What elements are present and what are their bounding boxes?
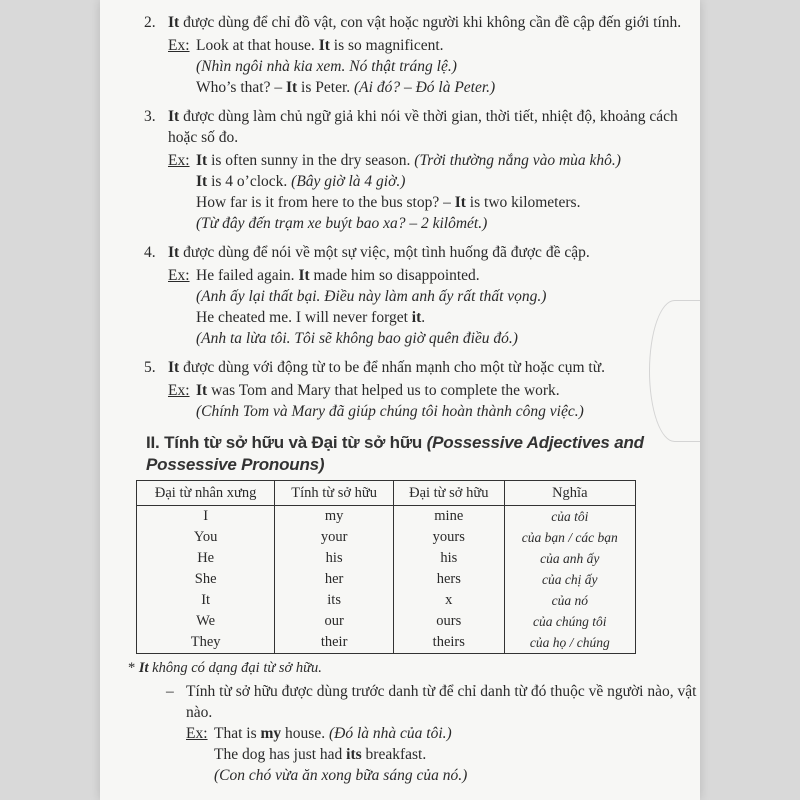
rule-item-4: 4. It được dùng để nói về một sự việc, một tình huống đã được đề cập. Ex: He failed again. It made him so disappointed. (Anh ấy lại thất bại. Điều này làm anh ấy rất thất vọng.) He cheated me. I will never forget it. (Anh ta lừa tôi. Tôi sẽ không bao giờ quên điều đó.): [128, 242, 700, 349]
table-header-cell: Tính từ sở hữu: [275, 481, 394, 506]
table-cell: my: [275, 506, 394, 528]
example-line: Who’s that? – It is Peter. (Ai đó? – Đó là Peter.): [196, 79, 496, 96]
table-cell: của họ / chúng: [504, 632, 635, 654]
pronoun-table: [136, 480, 636, 654]
table-cell: của tôi: [504, 506, 635, 528]
table-cell: It: [137, 590, 275, 611]
example-line: Ex: It was Tom and Mary that helped us to complete the work.: [168, 382, 560, 399]
table-cell: We: [137, 611, 275, 632]
example-line: Ex: That is my house. (Đó là nhà của tôi.): [186, 725, 452, 742]
example-line: How far is it from here to the bus stop? – It is two kilometers.: [196, 194, 581, 211]
table-cell: của chúng tôi: [504, 611, 635, 632]
table-cell: theirs: [393, 632, 504, 654]
table-cell: He: [137, 548, 275, 569]
table-cell: our: [275, 611, 394, 632]
example-translation: (Nhìn ngôi nhà kia xem. Nó thật tráng lệ.): [196, 58, 457, 75]
table-row: [137, 506, 636, 528]
table-header-cell: Đại từ sở hữu: [393, 481, 504, 506]
usage-bullet: – Tính từ sở hữu được dùng trước danh từ để chỉ danh từ đó thuộc về người nào, vật nào.: [166, 683, 697, 721]
item-number: 3.: [144, 108, 156, 125]
table-row: [137, 527, 636, 548]
table-cell: They: [137, 632, 275, 654]
example-translation: (Chính Tom và Mary đã giúp chúng tôi hoàn thành công việc.): [196, 403, 584, 420]
table-cell: your: [275, 527, 394, 548]
table-footnote: * It không có dạng đại từ sở hữu.: [128, 660, 322, 676]
example-translation: (Anh ta lừa tôi. Tôi sẽ không bao giờ quên điều đó.): [196, 330, 518, 347]
table-cell: của bạn / các bạn: [504, 527, 635, 548]
example-block: [128, 723, 700, 786]
table-cell: hers: [393, 569, 504, 590]
example-line: He cheated me. I will never forget it.: [196, 309, 426, 326]
example-block: [168, 265, 700, 349]
example-translation: (Anh ấy lại thất bại. Điều này làm anh ấy rất thất vọng.): [196, 288, 547, 305]
example-line: Ex: It is often sunny in the dry season. (Trời thường nắng vào mùa khô.): [168, 152, 621, 169]
example-line: The dog has just had its breakfast.: [214, 746, 427, 763]
table-cell: của anh ấy: [504, 548, 635, 569]
book-page: [100, 0, 700, 800]
table-row: [137, 632, 636, 654]
table-header-cell: Nghĩa: [504, 481, 635, 506]
table-header-cell: Đại từ nhân xưng: [137, 481, 275, 506]
example-block: [168, 380, 700, 422]
table-cell: their: [275, 632, 394, 654]
table-header-row: [137, 481, 636, 506]
example-block: [168, 150, 700, 234]
item-number: 4.: [144, 244, 156, 261]
table-cell: của nó: [504, 590, 635, 611]
example-line: It is 4 o’clock. (Bây giờ là 4 giờ.): [196, 173, 406, 190]
table-cell: ours: [393, 611, 504, 632]
item-number: 5.: [144, 359, 156, 376]
section-heading: II. Tính từ sở hữu và Đại từ sở hữu (Possessive Adjectives and Possessive Pronouns): [146, 433, 644, 474]
table-row: [137, 611, 636, 632]
item-number: 2.: [144, 14, 156, 31]
example-line: Ex: Look at that house. It is so magnificent.: [168, 37, 444, 54]
table-cell: I: [137, 506, 275, 528]
example-block: [168, 35, 700, 98]
table-cell: của chị ấy: [504, 569, 635, 590]
rule-item-2: 2. It được dùng để chỉ đồ vật, con vật hoặc người khi không cần đề cập đến giới tính. Ex: Look at that house. It is so magnificent. (Nhìn ngôi nhà kia xem. Nó thật tráng lệ.) Who’s that? – It is Peter. (Ai đó? – Đó là Peter.): [128, 12, 700, 98]
table-cell: his: [393, 548, 504, 569]
example-line: Ex: He failed again. It made him so disappointed.: [168, 267, 480, 284]
table-cell: his: [275, 548, 394, 569]
example-translation: (Từ đây đến trạm xe buýt bao xa? – 2 kilômét.): [196, 215, 488, 232]
table-cell: You: [137, 527, 275, 548]
table-cell: She: [137, 569, 275, 590]
table-cell: mine: [393, 506, 504, 528]
table-cell: her: [275, 569, 394, 590]
table-cell: yours: [393, 527, 504, 548]
rule-item-5: 5. It được dùng với động từ to be để nhấn mạnh cho một từ hoặc cụm từ. Ex: It was Tom and Mary that helped us to complete the work. (Chính Tom và Mary đã giúp chúng tôi hoàn thành công việc.): [128, 357, 700, 422]
table-row: [137, 590, 636, 611]
table-row: [137, 548, 636, 569]
table-row: [137, 569, 636, 590]
page-content: [128, 12, 700, 786]
rule-item-3: 3. It được dùng làm chủ ngữ giả khi nói về thời gian, thời tiết, nhiệt độ, khoảng cách hoặc số đo. Ex: It is often sunny in the dry season. (Trời thường nắng vào mùa khô.) It is 4 o’clock. (Bây giờ là 4 giờ.) How far is it from here to the bus stop? – It is two kilometers. (Từ đây đến trạm xe buýt bao xa? – 2 kilômét.): [128, 106, 700, 234]
example-translation: (Con chó vừa ăn xong bữa sáng của nó.): [214, 767, 468, 784]
table-cell: its: [275, 590, 394, 611]
table-cell: x: [393, 590, 504, 611]
